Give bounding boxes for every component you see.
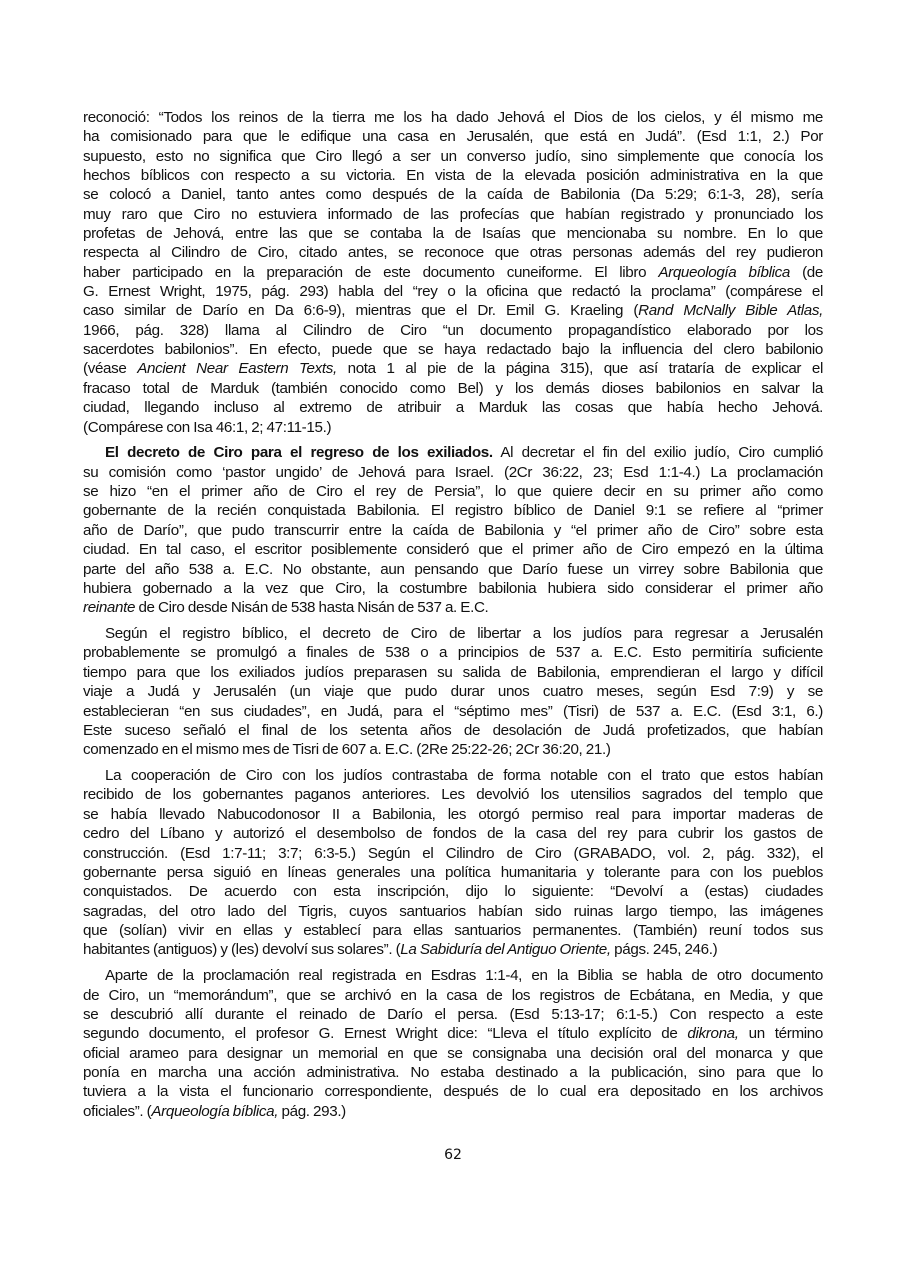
text-line (83, 398, 823, 417)
text-run: fracaso total de Marduk (también conocido como Bel) y los demás dioses babilonios en salvar la (83, 379, 823, 397)
text-line (83, 1102, 823, 1121)
text-run: año de Darío”, que pudo transcurrir entre la caída de Babilonia y “el primer año de Ciro” sobre esta (83, 521, 823, 539)
text-line (83, 940, 823, 959)
text-line (83, 359, 823, 378)
italic-citation: La Sabiduría del Antiguo Oriente, (400, 941, 611, 959)
text-run: recibido de los gobernantes paganos anteriores. Les devolvió los utensilios sagrados del templo que (83, 786, 823, 804)
text-run: viaje a Judá y Jerusalén (un viaje que pudo durar unos cuatro meses, según Esd 7:9) y se (83, 683, 823, 701)
text-line (83, 282, 823, 301)
text-line (83, 205, 823, 224)
text-line (83, 986, 823, 1005)
text-run: nota 1 al pie de la página 315), que así trataría de explicar el (336, 360, 823, 378)
italic-citation: Rand McNally Bible Atlas, (638, 302, 823, 320)
text-run: ciudad. En tal caso, el escritor posiblemente consideró que el primer año de Ciro empezó en la última (83, 541, 823, 559)
text-run: Aparte de la proclamación real registrada en Esdras 1:1-4, en la Biblia se habla de otro documento (105, 967, 823, 985)
text-line (83, 379, 823, 398)
text-line (83, 721, 823, 740)
text-run: 1966, pág. 328) llama al Cilindro de Ciro “un documento propagandístico elaborado por los (83, 321, 823, 339)
text-run: un término (738, 1025, 824, 1043)
text-run: se descubrió allí durante el reinado de Darío el persa. (Esd 5:13-17; 6:1-5.) Con respecto a este (83, 1005, 823, 1023)
text-run: tuviera a la vista el funcionario correspondiente, después de lo cual era depositado en los archivos (83, 1083, 823, 1101)
text-run: (de (789, 263, 823, 281)
text-run: cedro del Líbano y autorizó el desembolso de fondos de la casa del rey para cubrir los gastos de (83, 825, 823, 843)
text-line (83, 1024, 823, 1043)
text-run: G. Ernest Wright, 1975, pág. 293) habla del “rey o la oficina que redactó la proclama” (compárese el (83, 283, 823, 301)
text-line (83, 224, 823, 243)
text-line (83, 340, 823, 359)
text-line (83, 482, 823, 501)
text-line (83, 185, 823, 204)
text-line (83, 521, 823, 540)
text-line (83, 1082, 823, 1101)
text-line (83, 108, 823, 127)
text-line (83, 147, 823, 166)
text-line (83, 418, 823, 437)
text-line (83, 805, 823, 824)
text-run: Este suceso señaló el final de los setenta años de desolación de Judá profetizados, que habían (83, 721, 823, 739)
text-run: de Ciro desde Nisán de 538 hasta Nisán de 537 a. E.C. (135, 599, 489, 617)
text-run: oficiales”. ( (83, 1102, 152, 1120)
text-run: gobernante de la recién conquistada Babilonia. El registro bíblico de Daniel 9:1 se refiere al “primer (83, 502, 823, 520)
text-line (83, 263, 823, 282)
text-run: comenzado en el mismo mes de Tisri de 607 a. E.C. (2Re 25:22-26; 2Cr 36:20, 21.) (83, 741, 611, 759)
text-run: sagradas, del otro lado del Tigris, cuyos santuarios habían sido ruinas largo tiempo, las imágenes (83, 902, 823, 920)
text-line (83, 127, 823, 146)
italic-citation: Arqueología bíblica, (151, 1102, 279, 1120)
paragraph (83, 624, 823, 759)
text-run: gobernante persa siguió en líneas generales una política humanitaria y tolerante para con los pueblos (83, 863, 823, 881)
text-run: muy raro que Ciro no estuviera informado de las profecías que habían registrado y pronunciado los (83, 205, 823, 223)
text-line (83, 598, 823, 617)
text-run: (véase (83, 360, 138, 378)
text-line (83, 824, 823, 843)
text-run: se había llevado Nabucodonosor II a Babilonia, les otorgó permiso real para importar maderas de (83, 805, 823, 823)
text-run: hubiera gobernado a la vez que Ciro, la costumbre babilonia hubiera sido considerar el primer año (83, 579, 823, 597)
text-run: caso similar de Darío en Da 6:6-9), mientras que el Dr. Emil G. Kraeling ( (83, 302, 639, 320)
text-run: respecta al Cilindro de Ciro, citado antes, se reconoce que otras personas además del rey pudieron (83, 244, 823, 262)
text-line (83, 501, 823, 520)
text-run: págs. 245, 246.) (610, 941, 718, 959)
text-run: segundo documento, el profesor G. Ernest Wright dice: “Lleva el título explícito de (83, 1025, 688, 1043)
text-line (83, 785, 823, 804)
text-line (83, 243, 823, 262)
text-run: (Compárese con Isa 46:1, 2; 47:11-15.) (83, 418, 332, 436)
paragraph (83, 966, 823, 1121)
text-run: tiempo para que los exiliados judíos preparasen su salida de Babilonia, emprendieran el largo y difícil (83, 663, 823, 681)
text-run: su comisión como ‘pastor ungido’ de Jehová para Israel. (2Cr 36:22, 23; Esd 1:1-4.) La proclamación (83, 463, 823, 481)
text-run: parte del año 538 a. E.C. No obstante, aun pensando que Darío fuese un virrey sobre Babilonia que (83, 560, 823, 578)
text-run: establecieran “en sus ciudades”, en Judá, para el “séptimo mes” (Tisri) de 537 a. E.C. (Esd 3:1, 6.) (83, 702, 823, 720)
text-run: probablemente se promulgó a finales de 538 o a principios de 537 a. E.C. Esto permitiría suficiente (83, 644, 823, 662)
text-line (83, 966, 823, 985)
text-run: reconoció: “Todos los reinos de la tierra me los ha dado Jehová el Dios de los cielos, y él mismo me (83, 109, 823, 126)
text-run: La cooperación de Ciro con los judíos contrastaba de forma notable con el trato que estos habían (105, 767, 823, 785)
text-line (83, 844, 823, 863)
document-body (83, 108, 823, 1128)
text-line (83, 766, 823, 785)
text-run: ponía en marcha una acción administrativa. No estaba destinado a la publicación, sino para que lo (83, 1063, 823, 1081)
text-line (83, 443, 823, 462)
text-line (83, 579, 823, 598)
text-line (83, 560, 823, 579)
text-line (83, 921, 823, 940)
italic-citation: reinante (83, 599, 136, 617)
text-line (83, 682, 823, 701)
text-line (83, 643, 823, 662)
text-line (83, 540, 823, 559)
paragraph (83, 108, 823, 437)
text-line (83, 702, 823, 721)
italic-citation: dikrona, (687, 1025, 739, 1043)
text-line (83, 321, 823, 340)
text-line (83, 1044, 823, 1063)
text-line (83, 663, 823, 682)
page-number: 62 (444, 1147, 462, 1163)
text-run: profetas de Jehová, entre las que se contaba la de Isaías que mencionaba su nombre. En lo que (83, 225, 823, 243)
text-line (83, 166, 823, 185)
text-run: se colocó a Daniel, tanto antes como después de la caída de Babilonia (Da 5:29; 6:1-3, 28), sería (83, 186, 823, 204)
text-line (83, 463, 823, 482)
text-run: conquistados. De acuerdo con esta inscripción, dijo lo siguiente: “Devolví a (estas) ciudades (83, 883, 823, 901)
text-run: Según el registro bíblico, el decreto de Ciro de libertar a los judíos para regresar a Jerusalén (105, 625, 823, 643)
text-run: ciudad, llegando incluso al extremo de atribuir a Marduk las cosas que había hecho Jehová. (83, 399, 823, 417)
text-run: ha comisionado para que le edifique una casa en Jerusalén, que está en Judá”. (Esd 1:1, 2.) Por (83, 128, 823, 146)
section-heading: El decreto de Ciro para el regreso de los exiliados. (105, 444, 493, 462)
text-run: habitantes (antiguos) y (les) devolví sus solares”. ( (83, 941, 401, 959)
italic-citation: Ancient Near Eastern Texts, (137, 360, 337, 378)
text-run: se hizo “en el primer año de Ciro el rey de Persia”, lo que quiere decir en su primer año como (83, 483, 823, 501)
text-run: hechos bíblicos con respecto a su victoria. En vista de la elevada posición administrativa en la que (83, 167, 823, 185)
text-line (83, 301, 823, 320)
text-line (83, 863, 823, 882)
text-run: haber participado en la preparación de este documento cuneiforme. El libro (83, 263, 659, 281)
text-run: oficial arameo para designar un memorial en que se consignaba una decisión oral del monarca y que (83, 1044, 823, 1062)
paragraph (83, 766, 823, 959)
text-run: de Ciro, un “memorándum”, que se archivó en la casa de los registros de Ecbátana, en Media, y que (83, 986, 823, 1004)
text-line (83, 740, 823, 759)
text-line (83, 882, 823, 901)
text-line (83, 624, 823, 643)
text-run: sacerdotes babilonios”. En efecto, puede que se haya redactado bajo la influencia del clero babilonio (83, 341, 823, 359)
text-line (83, 1005, 823, 1024)
paragraph (83, 443, 823, 617)
text-run: pág. 293.) (278, 1102, 346, 1120)
italic-citation: Arqueología bíblica (658, 263, 790, 281)
text-run: supuesto, esto no significa que Ciro llegó a ser un converso judío, sino simplemente que conocía los (83, 147, 823, 165)
text-run: que (solían) vivir en ellas y establecí para ellas santuarios permanentes. (También) reuní todos sus (83, 921, 823, 939)
text-line (83, 902, 823, 921)
text-run: Al decretar el fin del exilio judío, Ciro cumplió (492, 444, 823, 462)
text-line (83, 1063, 823, 1082)
text-run: construcción. (Esd 1:7-11; 3:7; 6:3-5.) Según el Cilindro de Ciro (GRABADO, vol. 2, pág. 332), el (83, 844, 823, 862)
